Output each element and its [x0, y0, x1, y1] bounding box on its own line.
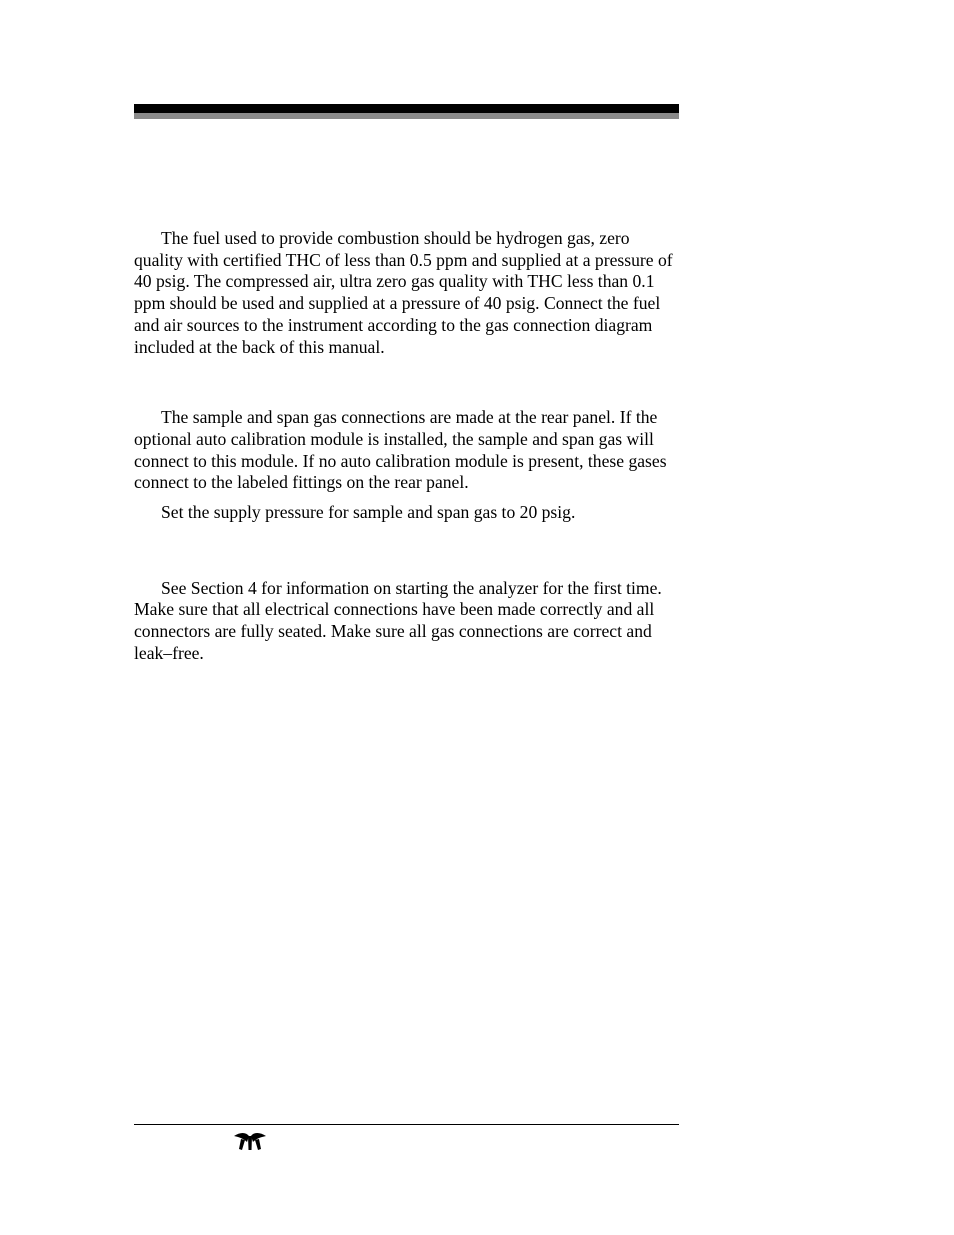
footer-rule: [134, 1124, 679, 1125]
paragraph-sample-span-connections: The sample and span gas connections are made at the rear panel. If the optional auto calibration module is installed, the sample and span gas will connect to this module. If no auto calibration module is present, these gases connect to the labeled fittings on the rear panel.: [134, 407, 667, 493]
header-bar: [134, 104, 679, 113]
teledyne-logo-icon: [232, 1130, 268, 1152]
paragraph-fuel-air: The fuel used to provide combustion should be hydrogen gas, zero quality with certified THC of less than 0.5 ppm and supplied at a pressure of 40 psig. The compressed air, ultra zero gas quality with THC less than 0.1 ppm should be used and supplied at a pressure of 40 psig. Connect the fuel and air sources to the instrument according to the gas connection diagram included at the back of this manual.: [134, 228, 673, 357]
paragraph-startup: See Section 4 for information on starting the analyzer for the first time. Make sure that all electrical connections have been made correctly and all connectors are fully seated. Make sure all gas connections are correct and leak–free.: [134, 577, 662, 663]
paragraph-supply-pressure: Set the supply pressure for sample and span gas to 20 psig.: [161, 502, 576, 523]
page-content: [134, 228, 682, 665]
header-bar-shadow: [134, 113, 679, 119]
